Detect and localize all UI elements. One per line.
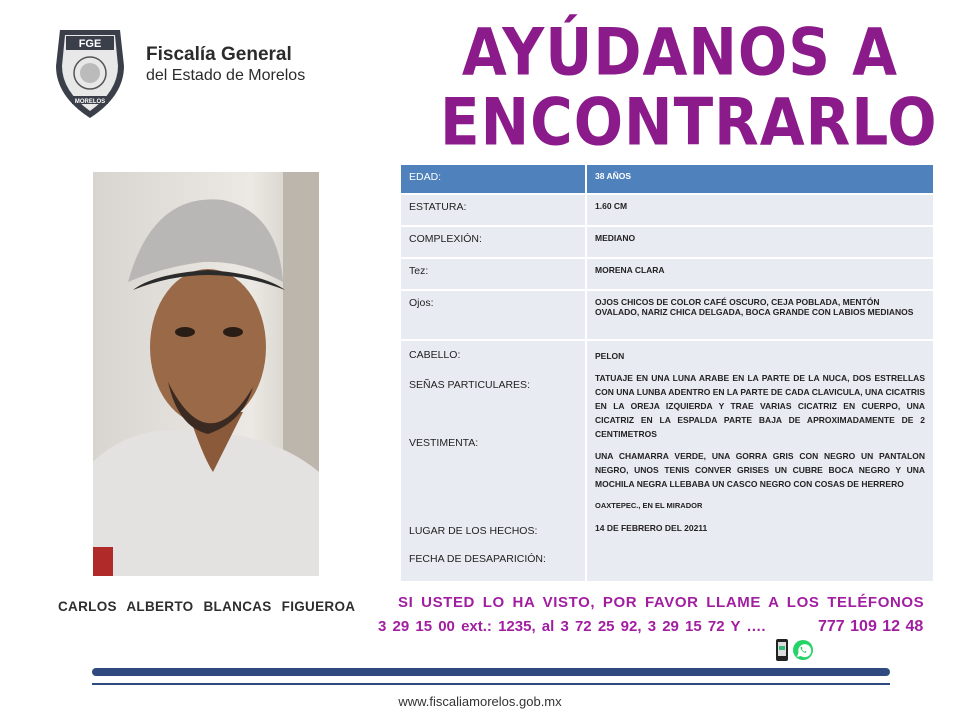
complexion-value: MEDIANO	[587, 227, 933, 257]
mobile-phone-icon	[776, 639, 788, 661]
person-photo-illustration	[93, 172, 319, 576]
logo	[52, 26, 322, 122]
footer-divider	[92, 683, 890, 685]
fecha-label: FECHA DE DESAPARICIÓN:	[409, 553, 546, 565]
senas-label: SEÑAS PARTICULARES:	[409, 379, 530, 391]
complexion-label: COMPLEXIÓN:	[401, 227, 587, 257]
contact-line-2: 3 29 15 00 ext.: 1235, al 3 72 25 92, 3 29 15 72 Y ….	[378, 618, 766, 635]
fge-badge-icon	[52, 26, 128, 120]
table-row	[401, 259, 933, 289]
org-block	[146, 44, 305, 86]
vestimenta-value: UNA CHAMARRA VERDE, UNA GORRA GRIS CON NEGRO UN PANTALON NEGRO, UNOS TENIS CONVER GRISES UN CUBRE BOCA NEGRO Y UNA MOCHILA NEGRA LLEBABA UN CASCO NEGRO CON COSAS DE HERRERO	[595, 451, 925, 489]
fecha-value: 14 DE FEBRERO DEL 20211	[595, 523, 708, 533]
tez-value: MORENA CLARA	[587, 259, 933, 289]
table-row	[401, 291, 933, 339]
headline-line-1: AYÚDANOS A	[461, 13, 899, 91]
details-table	[401, 163, 933, 583]
ojos-value: OJOS CHICOS DE COLOR CAFÉ OSCURO, CEJA POBLADA, MENTÓN OVALADO, NARIZ CHICA DELGADA, BOCA GRANDE CON LABIOS MEDIANOS	[587, 291, 933, 339]
table-row	[401, 341, 933, 581]
contact-icons	[775, 638, 815, 662]
lugar-value: OAXTEPEC., EN EL MIRADOR	[595, 501, 703, 510]
person-name: CARLOS ALBERTO BLANCAS FIGUEROA	[58, 599, 356, 614]
estatura-value: 1.60 CM	[587, 195, 933, 225]
missing-person-photo	[93, 172, 319, 576]
vestimenta-label: VESTIMENTA:	[409, 437, 479, 449]
edad-value: 38 AÑOS	[587, 165, 933, 193]
cabello-label: CABELLO:	[409, 349, 461, 361]
table-row	[401, 227, 933, 257]
badge-bottom-text: MORELOS	[74, 99, 106, 105]
org-name: Fiscalía General	[146, 44, 292, 65]
lugar-label: LUGAR DE LOS HECHOS:	[409, 525, 538, 537]
details-values-cell	[587, 341, 933, 581]
senas-value: TATUAJE EN UNA LUNA ARABE EN LA PARTE DE LA NUCA, DOS ESTRELLAS CON UNA LUNBA ADENTRO EN LA PARTE DE CADA CLAVICULA, UNA CICATRIS EN LA OREJA IZQUIERDA Y TRAE VARIAS CICATRIZ EN CUERPO, UNA CICATRIZ EN LA ESPALDA PARTE BAJA DE APROXIMADAMENTE DE 2 CENTIMETROS	[595, 373, 925, 439]
estatura-label: ESTATURA:	[401, 195, 587, 225]
whatsapp-icon[interactable]	[793, 640, 813, 660]
badge-text: FGE	[78, 38, 102, 50]
tez-label: Tez:	[401, 259, 587, 289]
footer-url[interactable]: www.fiscaliamorelos.gob.mx	[398, 694, 562, 709]
footer-bar	[92, 668, 890, 676]
table-row	[401, 165, 933, 193]
ojos-label: Ojos:	[401, 291, 587, 339]
contact-line-1: SI USTED LO HA VISTO, POR FAVOR LLAME A LOS TELÉFONOS	[398, 594, 925, 611]
edad-label: EDAD:	[401, 165, 587, 193]
details-labels-cell	[401, 341, 587, 581]
headline-line-2: ENCONTRARLO	[440, 83, 938, 161]
cabello-value: PELON	[595, 351, 625, 361]
table-row	[401, 195, 933, 225]
whatsapp-number[interactable]: 777 109 12 48	[818, 618, 924, 635]
org-subtitle: del Estado de Morelos	[146, 67, 306, 84]
